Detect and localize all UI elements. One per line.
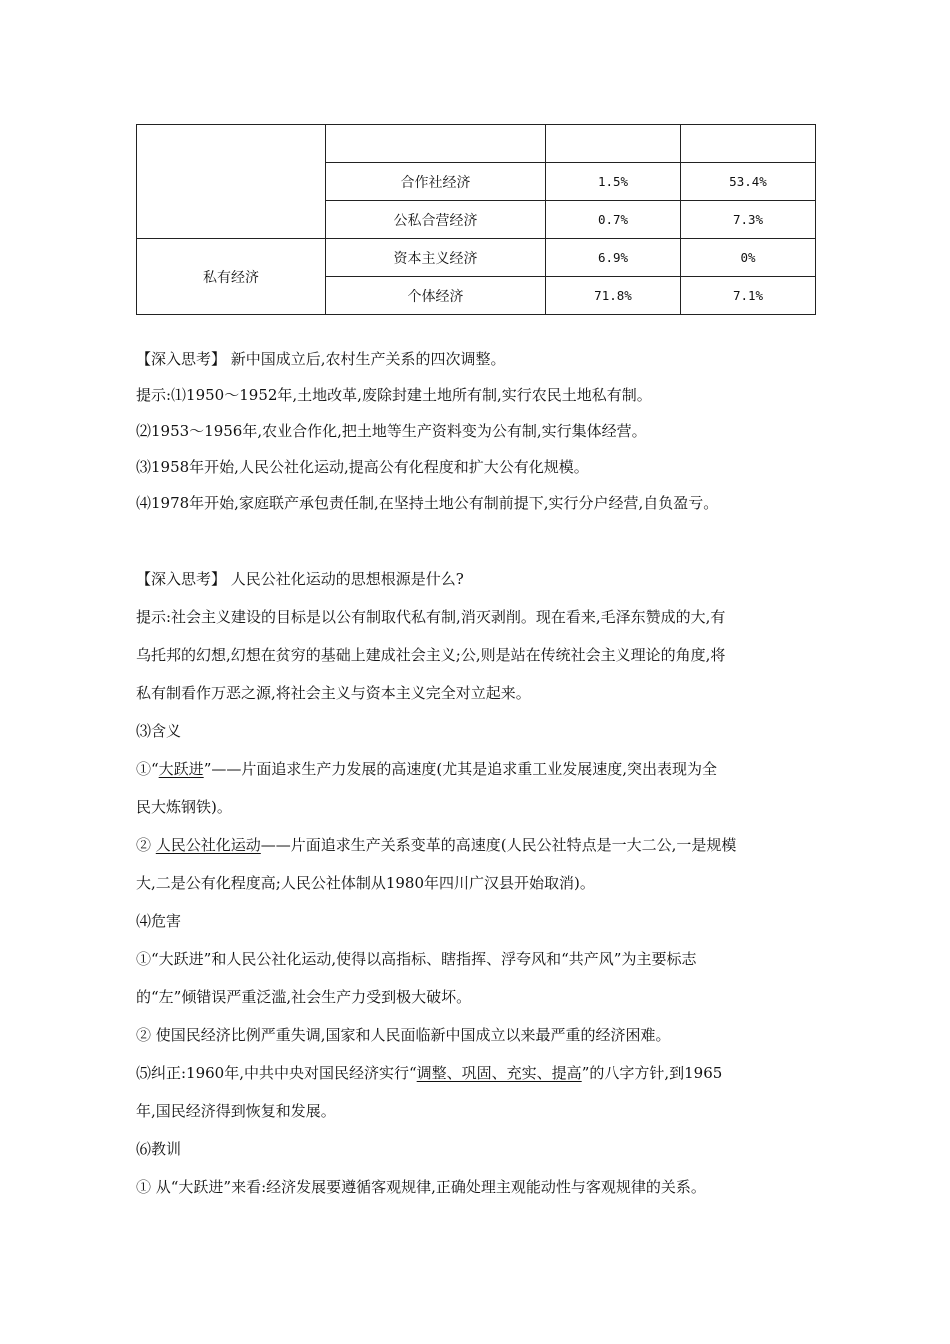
- table-cell-value-1: [546, 125, 681, 163]
- table-cell-subtype: 个体经济: [326, 277, 546, 315]
- table-cell-subtype: 资本主义经济: [326, 239, 546, 277]
- table-row: [137, 239, 816, 277]
- table-cell-subtype: 合作社经济: [326, 163, 546, 201]
- lesson-title: ⑹教训: [136, 1140, 182, 1158]
- section1-heading: 【深入思考】 新中国成立后,农村生产关系的四次调整。: [136, 350, 506, 368]
- harm-item-2: ② 使国民经济比例严重失调,国家和人民面临新中国成立以来最严重的经济困难。: [136, 1026, 671, 1044]
- section1-line-1: 提示:⑴1950～1952年,土地改革,废除封建土地所有制,实行农民土地私有制。: [136, 386, 652, 404]
- harm-item-1: ①“大跃进”和人民公社化运动,使得以高指标、瞎指挥、浮夸风和“共产风”为主要标志: [136, 950, 697, 968]
- table-cell-type: [137, 125, 326, 239]
- harm-item-1-cont: 的“左”倾错误严重泛滥,社会生产力受到极大破坏。: [136, 988, 472, 1006]
- meaning-title: ⑶含义: [136, 722, 182, 740]
- correction-rest: ”的八字方针,到1965: [581, 1064, 723, 1082]
- correction-prefix: ⑸纠正:1960年,中共中央对国民经济实行“: [136, 1064, 417, 1082]
- table-cell-subtype: 公私合营经济: [326, 201, 546, 239]
- meaning-item-1: [136, 758, 826, 796]
- table-cell-value-2: 0%: [681, 239, 816, 277]
- meaning-item-2: [136, 834, 826, 872]
- meaning-item-1-rest: ”——片面追求生产力发展的高速度(尤其是追求重工业发展速度,突出表现为全: [203, 760, 717, 778]
- table-cell-value-1: 1.5%: [546, 163, 681, 201]
- document-body: [136, 348, 826, 1214]
- term-people-commune-movement: 人民公社化运动: [155, 836, 261, 854]
- harm-title: ⑷危害: [136, 912, 182, 930]
- meaning-item-1-prefix: ①“: [136, 760, 159, 778]
- table-cell-value-2: 7.1%: [681, 277, 816, 315]
- section2-heading: 【深入思考】 人民公社化运动的思想根源是什么?: [136, 570, 464, 588]
- table-cell-value-2: [681, 125, 816, 163]
- meaning-item-2-rest: ——片面追求生产关系变革的高速度(人民公社特点是一大二公,一是规模: [260, 836, 737, 854]
- table-row: [137, 125, 816, 163]
- correction-cont: 年,国民经济得到恢复和发展。: [136, 1102, 336, 1120]
- table-cell-subtype: [326, 125, 546, 163]
- table-cell-value-1: 6.9%: [546, 239, 681, 277]
- table-cell-value-1: 0.7%: [546, 201, 681, 239]
- meaning-item-1-cont: 民大炼钢铁)。: [136, 798, 232, 816]
- lesson-item-1: ① 从“大跃进”来看:经济发展要遵循客观规律,正确处理主观能动性与客观规律的关系。: [136, 1178, 706, 1196]
- section1-line-2: ⑵1953～1956年,农业合作化,把土地等生产资料变为公有制,实行集体经营。: [136, 422, 647, 440]
- term-eight-character-policy: 调整、巩固、充实、提高: [416, 1064, 582, 1082]
- table-cell-value-1: 71.8%: [546, 277, 681, 315]
- section1-line-3: ⑶1958年开始,人民公社化运动,提高公有化程度和扩大公有化规模。: [136, 458, 589, 476]
- term-great-leap-forward: 大跃进: [158, 760, 204, 778]
- table-cell-value-2: 7.3%: [681, 201, 816, 239]
- section2-hint-line-2: 乌托邦的幻想,幻想在贫穷的基础上建成社会主义;公,则是站在传统社会主义理论的角度,将: [136, 646, 726, 664]
- section1-line-4: ⑷1978年开始,家庭联产承包责任制,在坚持土地公有制前提下,实行分户经营,自负盈亏。: [136, 494, 719, 512]
- economy-composition-table: [136, 124, 816, 315]
- section-gap: [136, 528, 826, 568]
- section2-hint-line-3: 私有制看作万恶之源,将社会主义与资本主义完全对立起来。: [136, 684, 531, 702]
- meaning-item-2-cont: 大,二是公有化程度高;人民公社体制从1980年四川广汉县开始取消)。: [136, 874, 595, 892]
- meaning-item-2-prefix: ②: [136, 836, 156, 854]
- correction-line: [136, 1062, 826, 1100]
- table-cell-value-2: 53.4%: [681, 163, 816, 201]
- section2-hint-line-1: 提示:社会主义建设的目标是以公有制取代私有制,消灭剥削。现在看来,毛泽东赞成的大,有: [136, 608, 726, 626]
- table-cell-type: 私有经济: [137, 239, 326, 315]
